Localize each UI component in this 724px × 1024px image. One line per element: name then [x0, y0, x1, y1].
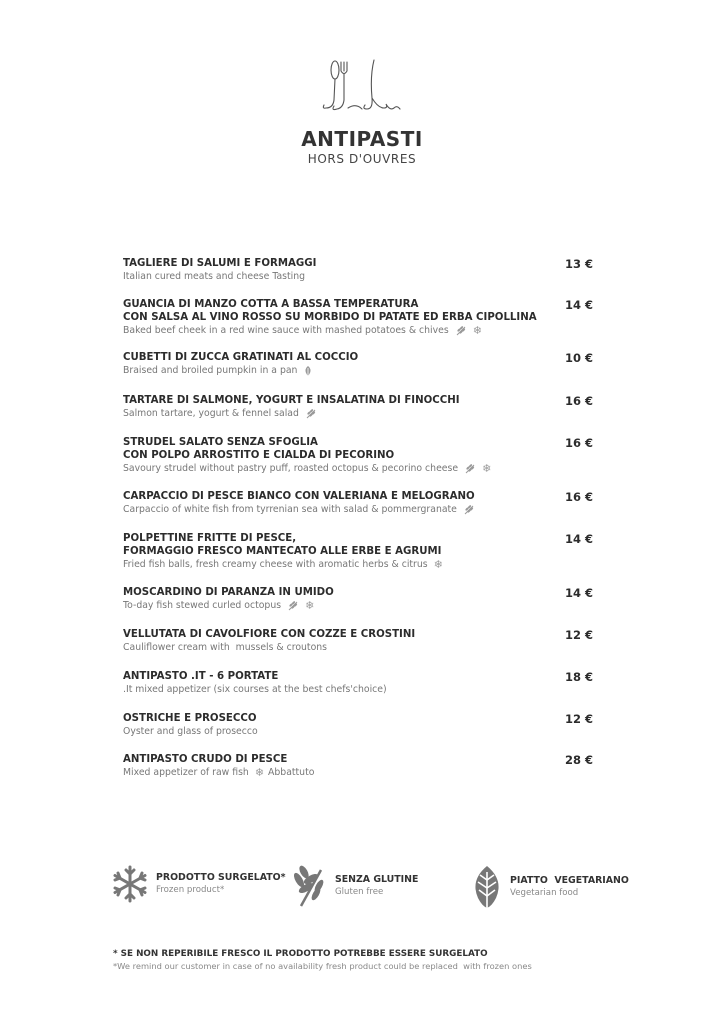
legend-label: PIATTO VEGETARIANO: [510, 875, 629, 886]
snowflake-icon: ❄: [482, 462, 492, 475]
menu-item: [123, 670, 593, 696]
item-price: 18 €: [564, 670, 593, 684]
item-description: Oyster and glass of prosecco: [123, 726, 258, 737]
menu-item: [123, 351, 593, 377]
item-name: POLPETTINE FRITTE DI PESCE,: [123, 533, 297, 544]
item-description: Mixed appetizer of raw fish ❄ Abbattuto: [123, 766, 315, 779]
item-price: 10 €: [564, 351, 593, 365]
item-name: CUBETTI DI ZUCCA GRATINATI AL COCCIO: [123, 352, 359, 363]
snowflake-icon: ❄: [433, 558, 443, 571]
page-title: ANTIPASTI: [301, 127, 423, 151]
snowflake-icon: ❄: [472, 324, 482, 337]
item-description: Savoury strudel without pastry puff, roasted octopus & pecorino cheese ❄: [123, 462, 492, 475]
menu-item: [123, 532, 593, 571]
item-price: 14 €: [564, 586, 593, 600]
legend-frozen: [110, 864, 286, 904]
footnote-italian: * SE NON REPERIBILE FRESCO IL PRODOTTO POTREBBE ESSERE SURGELATO: [113, 949, 488, 959]
item-name: FORMAGGIO FRESCO MANTECATO ALLE ERBE E AGRUMI: [123, 546, 442, 557]
menu-item: [123, 436, 593, 475]
menu-item: [123, 298, 593, 337]
footnote-english: *We remind our customer in case of no availability fresh product could be replaced with frozen ones: [113, 961, 532, 971]
footnote: [113, 948, 532, 972]
leaf-icon: [303, 365, 313, 377]
item-price: 16 €: [564, 436, 593, 450]
item-price: 12 €: [564, 628, 593, 642]
wheat-icon: [464, 463, 476, 474]
legend-label: SENZA GLUTINE: [335, 874, 419, 885]
menu-item: [123, 586, 593, 612]
item-description: Braised and broiled pumpkin in a pan: [123, 364, 593, 377]
fork-and-knife-icon: [318, 56, 404, 118]
item-name: GUANCIA DI MANZO COTTA A BASSA TEMPERATURA: [123, 299, 419, 310]
item-price: 16 €: [564, 490, 593, 504]
item-description: Baked beef cheek in a red wine sauce with mashed potatoes & chives ❄: [123, 324, 482, 337]
item-description: Carpaccio of white fish from tyrrenian sea with salad & pommergranate: [123, 503, 593, 516]
legend-gluten-free: [291, 864, 418, 908]
item-description: To-day fish stewed curled octopus ❄: [123, 599, 315, 612]
item-price: 16 €: [564, 394, 593, 408]
item-price: 28 €: [564, 753, 593, 767]
snowflake-icon: [110, 864, 150, 904]
item-name: CARPACCIO DI PESCE BIANCO CON VALERIANA E MELOGRANO: [123, 491, 475, 502]
item-description: .It mixed appetizer (six courses at the best chefs'choice): [123, 684, 387, 695]
wheat-icon: [463, 504, 475, 515]
wheat-icon: [287, 600, 299, 611]
item-name: TARTARE DI SALMONE, YOGURT E INSALATINA DI FINOCCHI: [123, 395, 460, 406]
item-name: TAGLIERE DI SALUMI E FORMAGGI: [123, 258, 317, 269]
item-note: Abbattuto: [268, 767, 315, 778]
item-description: Italian cured meats and cheese Tasting: [123, 271, 306, 282]
item-description: Salmon tartare, yogurt & fennel salad: [123, 407, 593, 420]
menu-item: [123, 712, 593, 738]
item-name: MOSCARDINO DI PARANZA IN UMIDO: [123, 587, 334, 598]
item-description: Cauliflower cream with mussels & croutons: [123, 642, 328, 653]
wheat-icon: [291, 864, 329, 908]
item-price: 14 €: [564, 532, 593, 546]
item-price: 13 €: [564, 257, 593, 271]
item-price: 14 €: [564, 298, 593, 312]
item-price: 12 €: [564, 712, 593, 726]
item-description: Fried fish balls, fresh creamy cheese with aromatic herbs & citrus ❄: [123, 558, 443, 571]
page-subtitle: HORS D'OUVRES: [307, 152, 417, 166]
menu-item: [123, 753, 593, 779]
snowflake-icon: ❄: [254, 766, 265, 779]
item-name: CON POLPO ARROSTITO E CIALDA DI PECORINO: [123, 450, 395, 461]
legend-sub: Gluten free: [335, 887, 384, 897]
wheat-icon: [305, 408, 317, 419]
leaf-icon: [470, 864, 504, 910]
legend-vegetarian: [470, 864, 629, 910]
item-name: CON SALSA AL VINO ROSSO SU MORBIDO DI PATATE ED ERBA CIPOLLINA: [123, 312, 537, 323]
menu-item: [123, 394, 593, 420]
wheat-icon: [455, 325, 467, 336]
legend-sub: Vegetarian food: [510, 888, 579, 898]
legend-label: PRODOTTO SURGELATO*: [156, 872, 286, 883]
legend-sub: Frozen product*: [156, 885, 225, 895]
item-name: VELLUTATA DI CAVOLFIORE CON COZZE E CROSTINI: [123, 629, 416, 640]
item-name: OSTRICHE E PROSECCO: [123, 713, 257, 724]
item-name: ANTIPASTO .IT - 6 PORTATE: [123, 671, 279, 682]
item-name: ANTIPASTO CRUDO DI PESCE: [123, 754, 288, 765]
menu-item: [123, 257, 593, 283]
snowflake-icon: ❄: [305, 599, 315, 612]
menu-item: [123, 490, 593, 516]
item-name: STRUDEL SALATO SENZA SFOGLIA: [123, 437, 318, 448]
menu-item: [123, 628, 593, 654]
